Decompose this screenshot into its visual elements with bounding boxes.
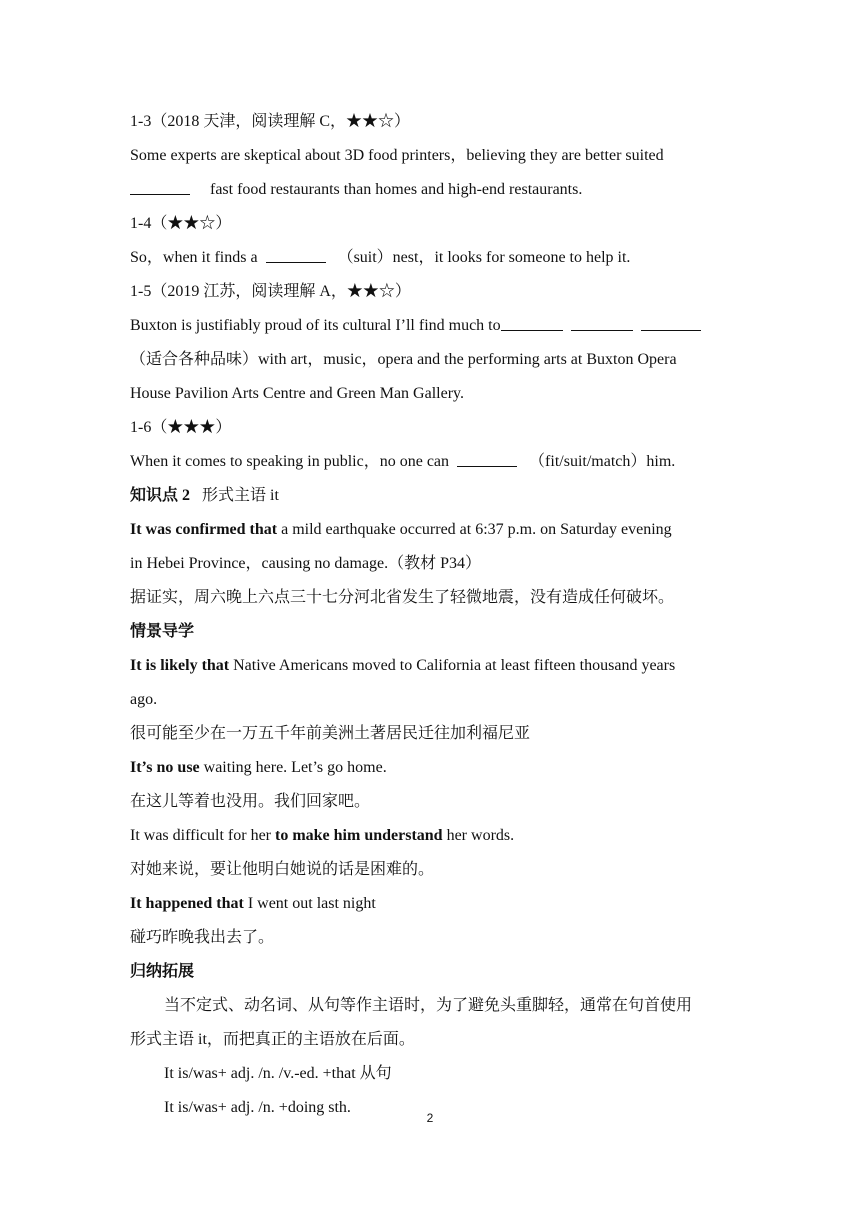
answer-blank[interactable] [641,314,701,331]
q14-header: 1-4（★★☆） [130,215,232,232]
s1-bold: It is likely that [130,657,230,674]
answer-blank[interactable] [571,314,633,331]
s3-prefix: It was difficult for her [130,827,275,844]
answer-blank[interactable] [501,314,563,331]
q16-after-blank: （fit/suit/match）him. [529,453,676,470]
q16-sentence [130,445,730,479]
q16-before-blank: When it comes to speaking in public，no one can [130,453,450,470]
s4-text: I went out last night [243,895,376,912]
kp2-example-text: a mild earthquake occurred at 6:37 p.m. on Saturday evening [277,521,672,538]
summary-pattern-1: It is/was+ adj. /n. /v.-ed. +that 从句 [164,1065,392,1082]
situation-heading: 情景导学 [130,623,195,640]
summary-paragraph-line2: 形式主语 it，而把真正的主语放在后面。 [130,1031,415,1048]
q15-before-blank: Buxton is justifiably proud of its cultural I’ll find much to [130,317,501,334]
kp2-example-translation: 据证实，周六晚上六点三十七分河北省发生了轻微地震，没有造成任何破坏。 [130,589,675,606]
s2-bold: It’s no use [130,759,200,776]
answer-blank[interactable] [457,450,517,467]
kp2-example-bold: It was confirmed that [130,521,278,538]
situation-sentence-4 [130,887,730,921]
situation-sentence-2-translation: 在这儿等着也没用。我们回家吧。 [130,793,371,810]
q13-sentence-line2 [130,173,730,207]
s2-text: waiting here. Let’s go home. [199,759,387,776]
situation-sentence-1-translation: 很可能至少在一万五千年前美洲土著居民迁往加利福尼亚 [130,725,531,742]
kp2-example-line2: in Hebei Province，causing no damage.（教材 P34） [130,555,482,572]
q15-sentence-line2 [130,343,730,377]
q14-before-blank: So，when it finds a [130,249,258,266]
q16-header: 1-6（★★★） [130,419,232,436]
q15-sentence-line3: House Pavilion Arts Centre and Green Man Gallery. [130,385,464,402]
document-page [130,105,730,1125]
answer-blank[interactable] [266,246,326,263]
kp2-example-line1 [130,513,730,547]
q13-header: 1-3（2018 天津，阅读理解 C，★★☆） [130,113,411,130]
q15-line2-text: （适合各种品味）with art，music，opera and the performing arts at Buxton Opera [130,351,677,368]
situation-sentence-1-cont: ago. [130,691,158,708]
s3-text: her words. [442,827,515,844]
answer-blank[interactable] [130,178,190,195]
s3-bold: to make him understand [275,827,443,844]
knowledge-point-title: 形式主语 it [202,487,279,504]
q15-sentence-line1 [130,309,730,343]
q13-after-blank: fast food restaurants than homes and high-end restaurants. [210,181,583,198]
summary-heading: 归纳拓展 [130,963,195,980]
situation-sentence-3-translation: 对她来说，要让他明白她说的话是困难的。 [130,861,435,878]
q13-sentence-line1: Some experts are skeptical about 3D food printers，believing they are better suited [130,147,664,164]
situation-sentence-4-translation: 碰巧昨晚我出去了。 [130,929,275,946]
situation-sentence-2 [130,751,730,785]
page-number: 2 [426,1111,434,1125]
summary-pattern-2: It is/was+ adj. /n. +doing sth. [164,1099,351,1116]
knowledge-point-label: 知识点 2 [130,487,191,504]
s4-bold: It happened that [130,895,244,912]
q15-header: 1-5（2019 江苏，阅读理解 A，★★☆） [130,283,411,300]
situation-sentence-3 [130,819,730,853]
q14-sentence [130,241,730,275]
situation-sentence-1 [130,649,730,683]
knowledge-point-2-heading [130,479,730,513]
summary-paragraph-line1: 当不定式、动名词、从句等作主语时，为了避免头重脚轻，通常在句首使用 [164,997,693,1014]
s1-text: Native Americans moved to California at least fifteen thousand years [229,657,676,674]
q14-after-blank: （suit）nest，it looks for someone to help it. [337,249,631,266]
